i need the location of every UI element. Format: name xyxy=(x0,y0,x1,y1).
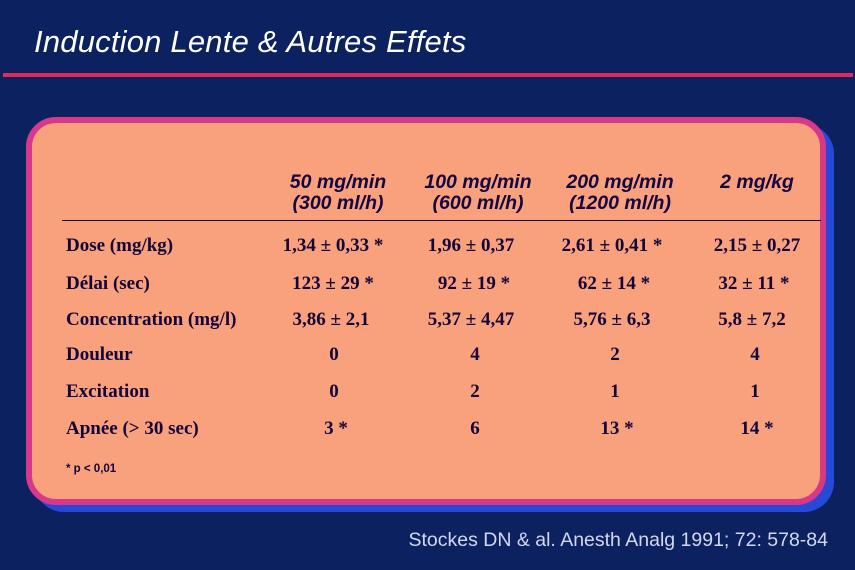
column-header-rate: 200 mg/min xyxy=(566,171,674,193)
column-header-rate: 50 mg/min xyxy=(289,171,387,193)
column-header-flow: (600 ml/h) xyxy=(432,192,524,214)
table-cell: 4 xyxy=(750,344,760,365)
table-cell: 4 xyxy=(470,344,480,365)
citation: Stockes DN & al. Anesth Analg 1991; 72: 578-84 xyxy=(408,529,828,551)
column-header-200 xyxy=(556,172,684,214)
table-cell: 32 ± 11 * xyxy=(718,273,790,294)
header-divider xyxy=(62,220,821,221)
column-header-50 xyxy=(276,172,400,214)
table-cell: 1,34 ± 0,33 * xyxy=(282,235,384,256)
row-label-delai: Délai (sec) xyxy=(66,273,150,294)
row-label-excitation: Excitation xyxy=(66,381,150,402)
table-cell: 2,15 ± 0,27 xyxy=(713,235,801,256)
slide-title: Induction Lente & Autres Effets xyxy=(34,24,467,59)
table-cell: 2 xyxy=(470,381,480,402)
table-cell: 123 ± 29 * xyxy=(292,273,374,294)
table-cell: 2 xyxy=(610,344,620,365)
column-header-rate: 2 mg/kg xyxy=(720,171,794,193)
table-cell: 3 * xyxy=(324,418,348,439)
footnote: * p < 0,01 xyxy=(66,463,117,475)
table-cell: 3,86 ± 2,1 xyxy=(292,309,370,330)
table-cell: 14 * xyxy=(740,418,774,439)
column-header-100 xyxy=(414,172,542,214)
table-cell: 0 xyxy=(329,381,339,402)
column-header-rate: 100 mg/min xyxy=(424,171,532,193)
table-cell: 5,37 ± 4,47 xyxy=(427,309,515,330)
title-underline xyxy=(3,73,853,77)
column-header-flow: (300 ml/h) xyxy=(292,192,384,214)
table-cell: 13 * xyxy=(600,418,634,439)
table-cell: 6 xyxy=(470,418,480,439)
row-label-concentration: Concentration (mg/l) xyxy=(66,309,237,330)
row-label-dose: Dose (mg/kg) xyxy=(66,235,174,256)
table-cell: 0 xyxy=(329,344,339,365)
row-label-douleur: Douleur xyxy=(66,344,133,365)
column-header-flow: (1200 ml/h) xyxy=(569,192,671,214)
table-cell: 1 xyxy=(750,381,760,402)
table-cell: 1,96 ± 0,37 xyxy=(427,235,515,256)
column-header-2mgkg xyxy=(700,172,814,193)
table-cell: 62 ± 14 * xyxy=(577,273,651,294)
row-label-apnee: Apnée (> 30 sec) xyxy=(66,418,199,439)
table-cell: 92 ± 19 * xyxy=(437,273,511,294)
table-cell: 1 xyxy=(610,381,620,402)
table-cell: 5,76 ± 6,3 xyxy=(573,309,651,330)
table-cell: 5,8 ± 7,2 xyxy=(718,309,786,330)
table-cell: 2,61 ± 0,41 * xyxy=(561,235,663,256)
